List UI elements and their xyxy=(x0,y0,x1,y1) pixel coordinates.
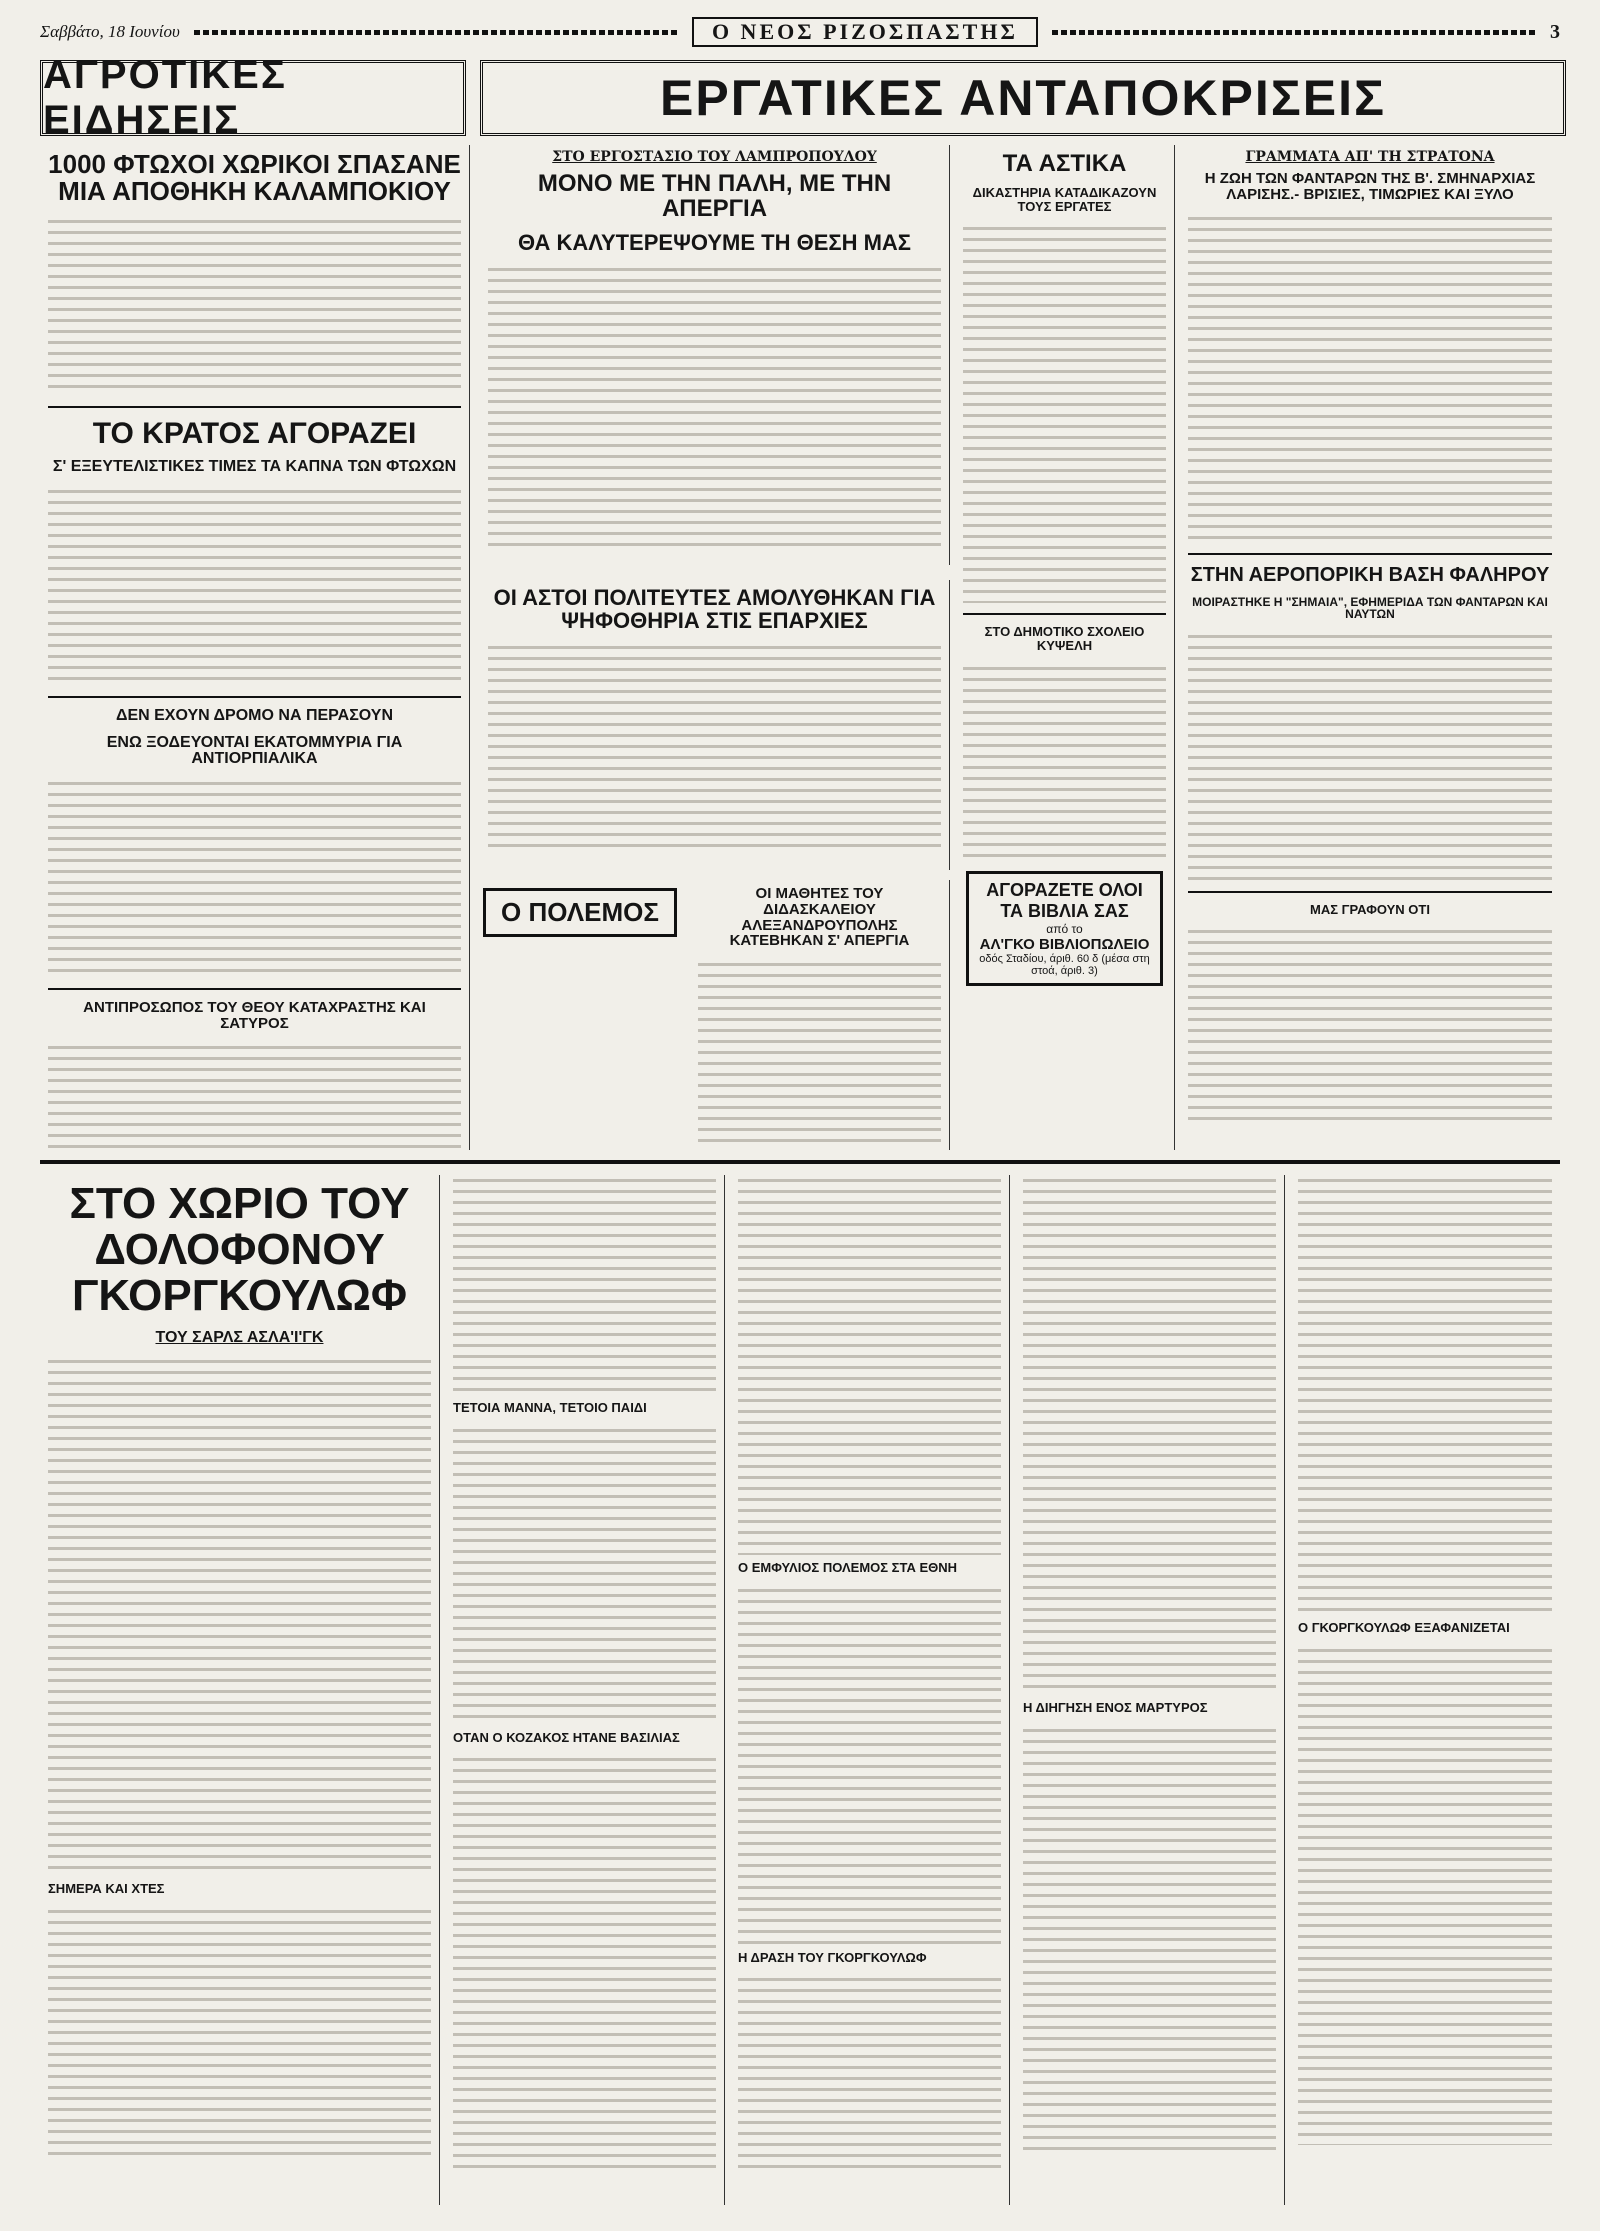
divider xyxy=(963,613,1166,615)
ad-line: ΑΓΟΡΑΖΕΤΕ ΟΛΟΙ xyxy=(986,879,1143,900)
subhead-emfylios: Ο ΕΜΦΥΛΙΟΣ ΠΟΛΕΜΟΣ ΣΤΑ ΕΘΝΗ xyxy=(738,1560,958,1575)
article-body xyxy=(453,1754,716,2174)
divider xyxy=(48,406,461,408)
subhead-kozakos: ΟΤΑΝ Ο ΚΟΖΑΚΟΣ ΗΤΑΝΕ ΒΑΣΙΛΙΑΣ xyxy=(453,1729,680,1745)
subheadline-factory: ΘΑ ΚΑΛΥΤΕΡΕΨΟΥΜΕ ΤΗ ΘΕΣΗ ΜΑΣ xyxy=(517,230,912,256)
divider xyxy=(1188,553,1552,555)
issue-date: Σαββάτο, 18 Ιουνίου xyxy=(40,22,180,41)
subhead-exafan: Ο ΓΚΟΡΓΚΟΥΛΩΦ ΕΞΑΦΑΝΙΖΕΤΑΙ xyxy=(1298,1620,1510,1635)
article-body xyxy=(1188,926,1552,1126)
column-village-2 xyxy=(445,1175,725,2205)
headline-students: ΟΙ ΜΑΘΗΤΕΣ ΤΟΥ ΔΙΔΑΣΚΑΛΕΙΟΥ ΑΛΕΞΑΝΔΡΟΥΠΟΛΗΣ ΚΑΤΕΒΗΚΑΝ Σ' ΑΠΕΡΓΙΑ xyxy=(729,885,910,950)
column-astika xyxy=(955,145,1175,1150)
section-banner-workers: ΕΡΓΑΤΙΚΕΣ ΑΝΤΑΠΟΚΡΙΣΕΙΣ xyxy=(480,60,1566,136)
subhead-martyros: Η ΔΙΗΓΗΣΗ ΕΝΟΣ ΜΑΡΤΥΡΟΣ xyxy=(1023,1700,1208,1715)
article-body xyxy=(1188,213,1552,543)
headline-village: ΣΤΟ ΧΩΡΙΟ ΤΟΥ ΔΟΛΟΦΟΝΟΥ ΓΚΟΡΓΚΟΥΛΩΦ xyxy=(69,1179,410,1321)
article-body xyxy=(48,216,461,396)
article-body xyxy=(1023,1725,1276,2155)
article-body xyxy=(1188,631,1552,881)
article-body xyxy=(488,642,941,852)
article-body xyxy=(48,1356,431,1876)
ad-line: οδός Σταδίου, άριθ. 60 δ (μέσα στη στοά, άριθ. 3) xyxy=(979,952,1150,977)
headline-agro-3: ΔΕΝ ΕΧΟΥΝ ΔΡΟΜΟ ΝΑ ΠΕΡΑΣΟΥΝ xyxy=(115,706,394,724)
kicker-army: ΓΡΑΜΜΑΤΑ ΑΠ' ΤΗ ΣΤΡΑΤΟΝΑ xyxy=(1245,149,1495,165)
polemos-ad xyxy=(480,880,680,945)
bookshop-ad xyxy=(966,871,1163,986)
subhead-manna: ΤΕΤΟΙΑ ΜΑΝΝΑ, ΤΕΤΟΙΟ ΠΑΙΔΙ xyxy=(453,1400,647,1415)
article-body xyxy=(1298,1175,1552,1615)
headline-agro-2: ΤΟ ΚΡΑΤΟΣ ΑΓΟΡΑΖΕΙ xyxy=(92,416,417,450)
headline-school: ΣΤΟ ΔΗΜΟΤΙΚΟ ΣΧΟΛΕΙΟ ΚΥΨΕΛΗ xyxy=(984,624,1145,654)
polemos-ad-title: Ο ΠΟΛΕΜΟΣ xyxy=(483,888,677,937)
article-body xyxy=(488,264,941,554)
divider xyxy=(48,696,461,698)
subheadline-agro-3: ΕΝΩ ΞΟΔΕΥΟΝΤΑΙ ΕΚΑΤΟΜΜΥΡΙΑ ΓΙΑ ΑΝΤΙΟΡΠΙΑΛΙΚΑ xyxy=(106,733,403,768)
subhead-simera: ΣΗΜΕΡΑ ΚΑΙ ΧΤΕΣ xyxy=(48,1881,165,1897)
subhead-drasi: Η ΔΡΑΣΗ ΤΟΥ ΓΚΟΡΓΚΟΥΛΩΦ xyxy=(738,1949,927,1965)
article-body xyxy=(738,1974,1001,2174)
article-body xyxy=(453,1175,716,1395)
article-village xyxy=(40,1175,440,2205)
headline-astika: ΤΑ ΑΣΤΙΚΑ xyxy=(1002,150,1127,177)
article-body xyxy=(738,1585,1001,1945)
ad-line: ΑΛ'ΓΚΟ ΒΙΒΛΙΟΠΩΛΕΙΟ xyxy=(979,935,1150,953)
subheadline-astika: ΔΙΚΑΣΤΗΡΙΑ ΚΑΤΑΔΙΚΑΖΟΥΝ ΤΟΥΣ ΕΡΓΑΤΕΣ xyxy=(972,185,1157,214)
ad-line: από το xyxy=(1046,921,1083,936)
masthead xyxy=(40,14,1560,50)
section-banner-agro: ΑΓΡΟΤΙΚΕΣ ΕΙΔΗΣΕΙΣ xyxy=(40,60,466,136)
headline-agro-1: 1000 ΦΤΩΧΟΙ ΧΩΡΙΚΟΙ ΣΠΑΣΑΝΕ ΜΙΑ ΑΠΟΘΗΚΗ ΚΑΛΑΜΠΟΚΙΟΥ xyxy=(48,149,461,207)
headline-army: Η ΖΩΗ ΤΩΝ ΦΑΝΤΑΡΩΝ ΤΗΣ Β'. ΣΜΗΝΑΡΧΙΑΣ ΛΑΡΙΣΗΣ.- ΒΡΙΣΙΕΣ, ΤΙΜΩΡΙΕΣ ΚΑΙ ΞΥΛΟ xyxy=(1204,170,1536,203)
column-village-5 xyxy=(1290,1175,1560,2205)
column-village-4 xyxy=(1015,1175,1285,2205)
article-politeftes xyxy=(480,580,950,870)
article-body xyxy=(963,223,1166,603)
subheadline-agro-2: Σ' ΕΞΕΥΤΕΛΙΣΤΙΚΕΣ ΤΙΜΕΣ ΤΑ ΚΑΠΝΑ ΤΩΝ ΦΤΩΧΩΝ xyxy=(52,458,457,476)
article-body xyxy=(48,1906,431,2156)
article-body xyxy=(453,1425,716,1725)
divider xyxy=(1188,891,1552,893)
headline-airbase: ΣΤΗΝ ΑΕΡΟΠΟΡΙΚΗ ΒΑΣΗ ΦΑΛΗΡΟΥ xyxy=(1190,563,1550,586)
paper-title: Ο ΝΕΟΣ ΡΙΖΟΣΠΑΣΤΗΣ xyxy=(692,17,1038,47)
article-body xyxy=(48,778,461,978)
divider xyxy=(48,988,461,990)
subheadline-airbase: ΜΟΙΡΑΣΤΗΚΕ Η "ΣΗΜΑΙΑ", ΕΦΗΜΕΡΙΔΑ ΤΩΝ ΦΑΝΤΑΡΩΝ ΚΑΙ ΝΑΥΤΩΝ xyxy=(1192,594,1548,622)
article-body xyxy=(738,1175,1001,1555)
article-body xyxy=(48,486,461,686)
column-army xyxy=(1180,145,1560,1150)
column-village-3 xyxy=(730,1175,1010,2205)
ad-line: ΤΑ ΒΙΒΛΙΑ ΣΑΣ xyxy=(1000,900,1129,921)
headline-agro-4: ΑΝΤΙΠΡΟΣΩΠΟΣ ΤΟΥ ΘΕΟΥ ΚΑΤΑΧΡΑΣΤΗΣ ΚΑΙ ΣΑΤΥΡΟΣ xyxy=(83,999,426,1033)
kicker-factory: ΣΤΟ ΕΡΓΟΣΤΑΣΙΟ ΤΟΥ ΛΑΜΠΡΟΠΟΥΛΟΥ xyxy=(552,149,877,165)
masthead-rule xyxy=(194,30,678,35)
section-divider xyxy=(40,1160,1560,1164)
headline-politeftes: ΟΙ ΑΣΤΟΙ ΠΟΛΙΤΕΥΤΕΣ ΑΜΟΛΥΘΗΚΑΝ ΓΙΑ ΨΗΦΟΘΗΡΙΑ ΣΤΙΣ ΕΠΑΡΧΙΕΣ xyxy=(493,585,936,634)
article-body xyxy=(1023,1175,1276,1695)
column-agro xyxy=(40,145,470,1150)
article-body xyxy=(1298,1645,1552,2145)
headline-grafoun: ΜΑΣ ΓΡΑΦΟΥΝ ΟΤΙ xyxy=(1310,901,1430,917)
page-number: 3 xyxy=(1550,20,1561,43)
article-body xyxy=(963,663,1166,863)
article-body xyxy=(698,959,941,1149)
masthead-rule xyxy=(1052,30,1536,35)
byline-village: ΤΟΥ ΣΑΡΛΣ ΑΣΛΑ'Ι'ΓΚ xyxy=(155,1328,324,1346)
headline-factory: ΜΟΝΟ ΜΕ ΤΗΝ ΠΑΛΗ, ΜΕ ΤΗΝ ΑΠΕΡΓΙΑ xyxy=(537,170,892,223)
column-factory xyxy=(480,145,950,565)
article-body xyxy=(48,1042,461,1152)
article-students xyxy=(690,880,950,1150)
